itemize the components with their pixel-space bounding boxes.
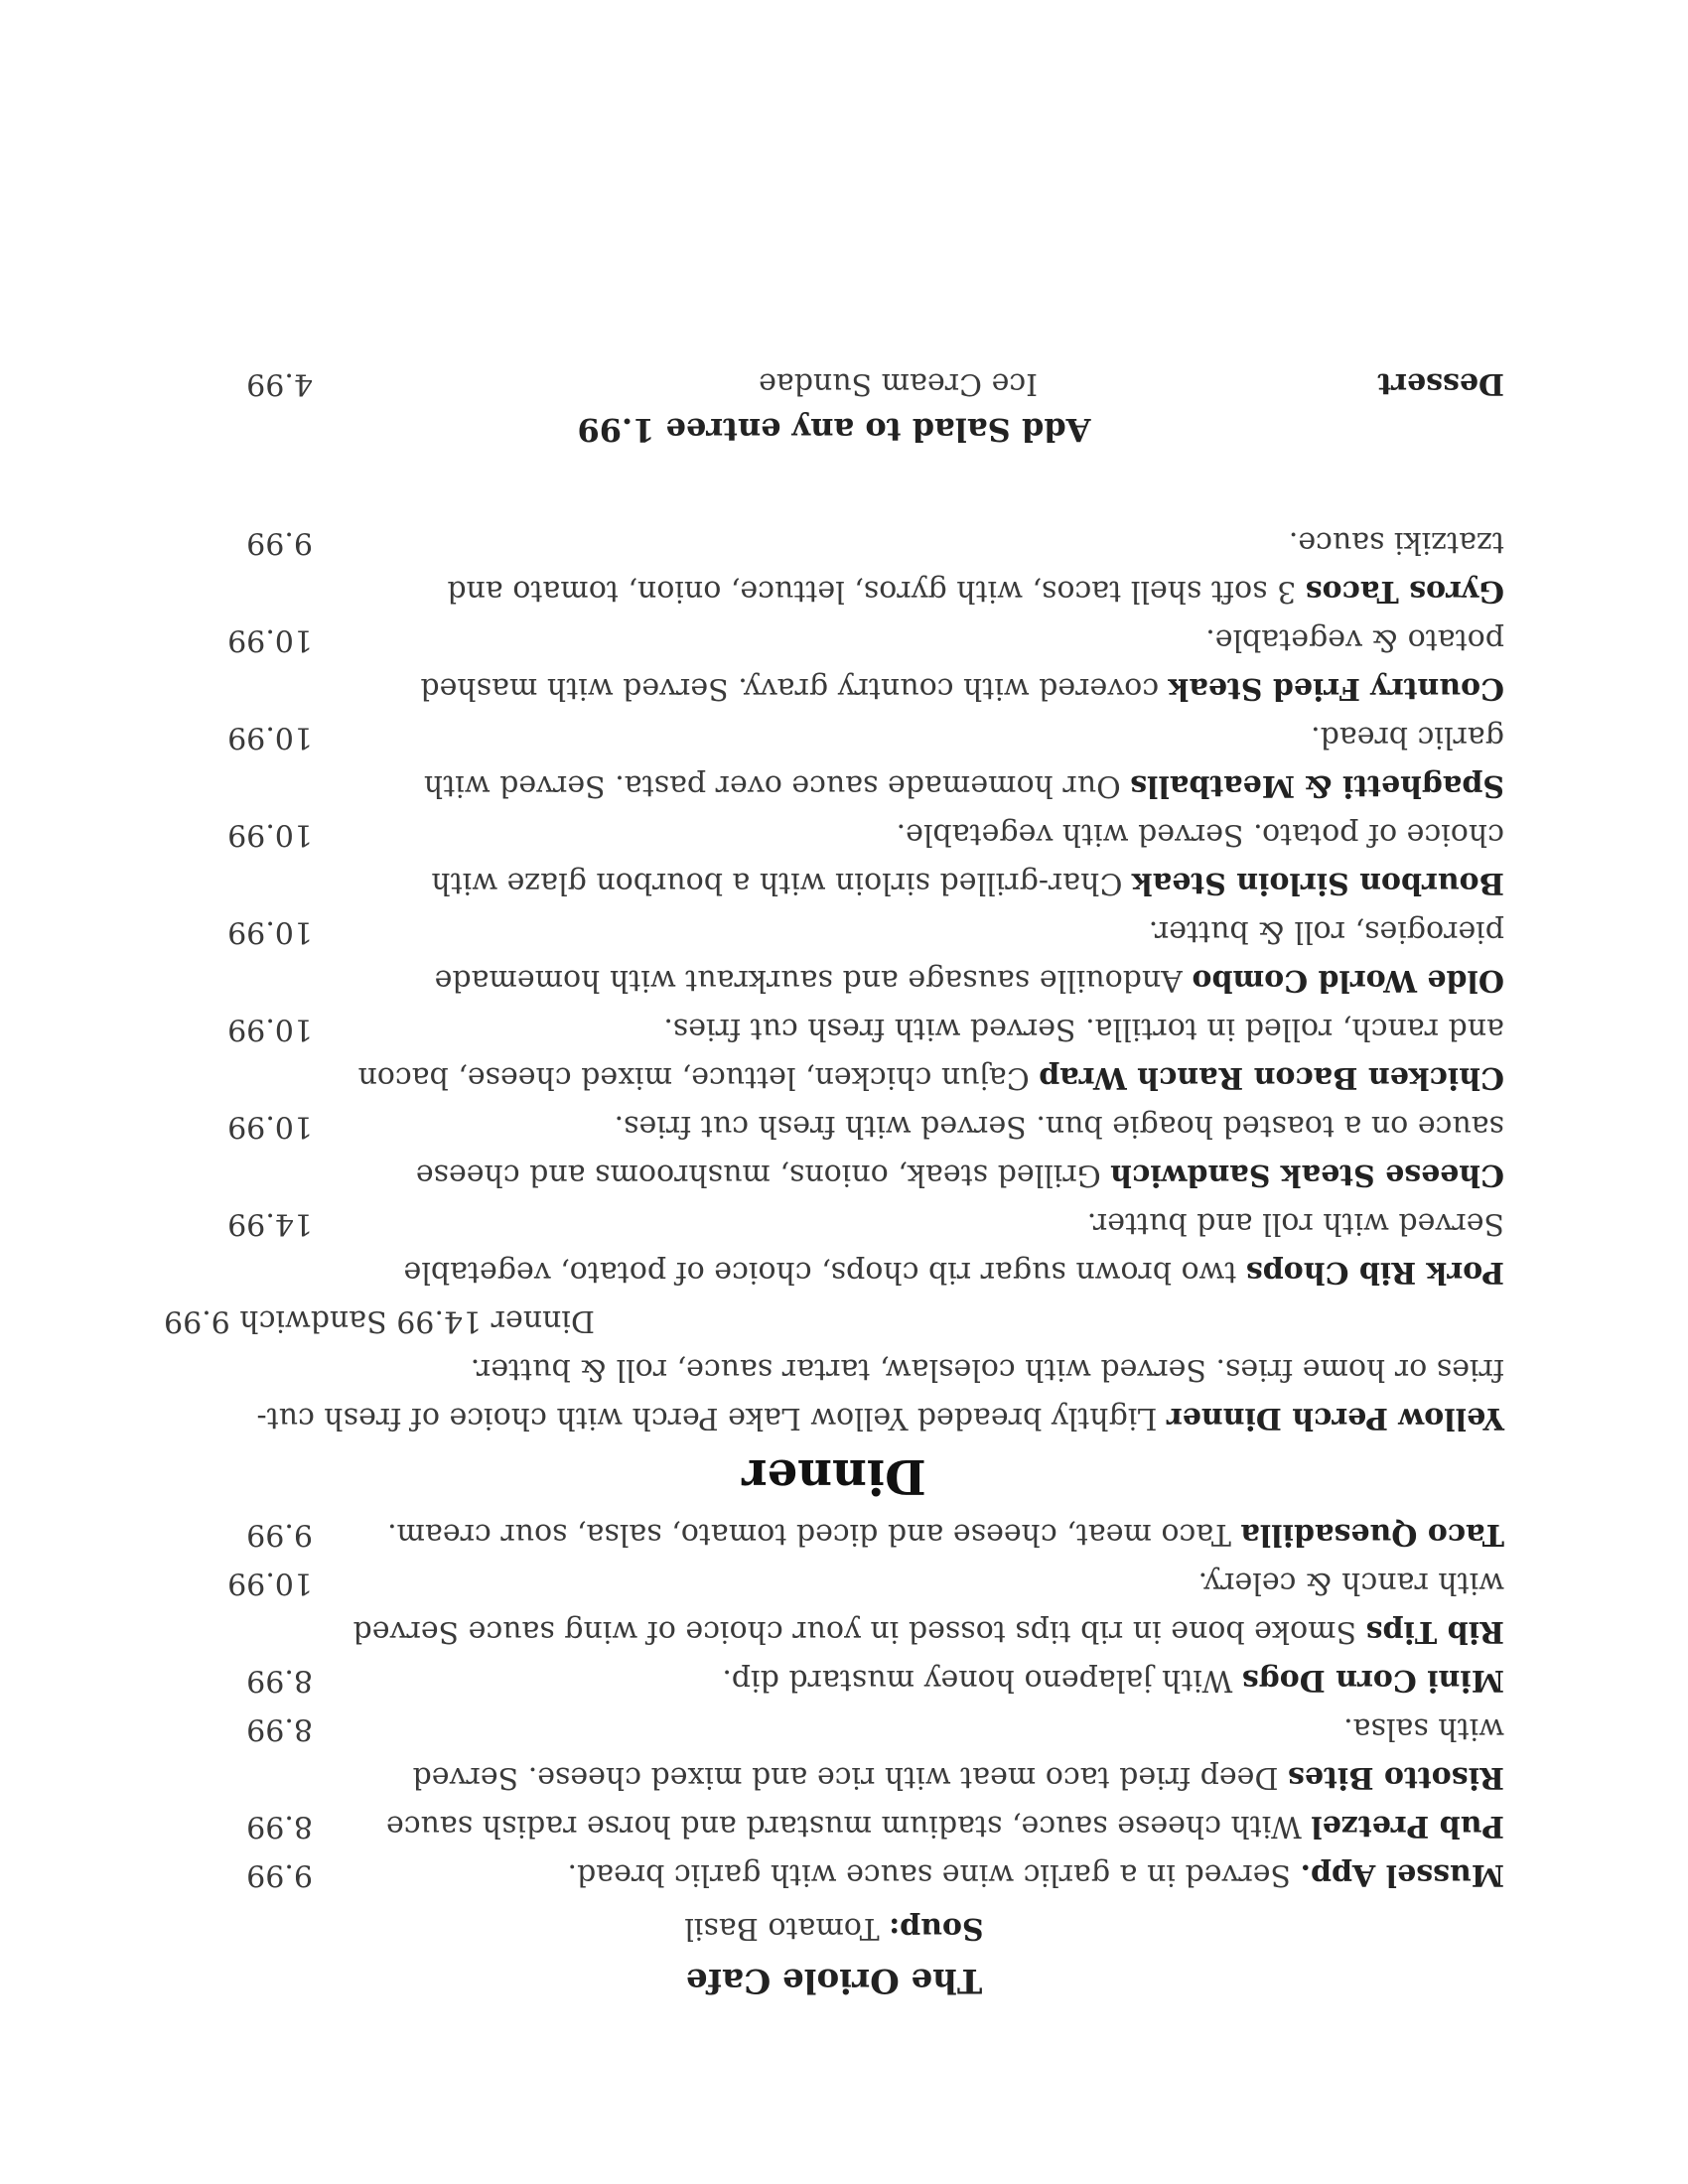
item-price: 10.99 [227,1566,313,1600]
item-desc: two brown sugar rib chops, choice of potato, vegetable Served with roll and butter. [403,1206,1504,1290]
item-price: 8.99 [246,1809,313,1843]
item-price: 9.99 [246,1857,313,1892]
item-name: Mini Corn Dogs [1241,1663,1504,1698]
perch-price-line [164,1297,1504,1345]
item-name: Pub Pretzel [1311,1809,1504,1843]
menu-item-pork-chops [164,1199,1504,1297]
item-desc: Taco meat, cheese and diced tomato, salsa, sour cream. [387,1517,1231,1552]
item-name: Chicken Bacon Ranch Wrap [1039,1060,1504,1095]
item-price: 8.99 [246,1663,313,1698]
item-name: Gyros Tacos [1305,574,1504,609]
item-desc: Deep fried taco meat with rice and mixed cheese. Served with salsa. [412,1711,1504,1795]
menu-item-mussel [164,1850,1504,1899]
menu-item-country-steak [164,615,1504,713]
salad-note: Add Salad to any entree 1.99 [577,411,1091,449]
item-desc: covered with country gravy. Served with mashed potato & vegetable. [420,622,1504,706]
menu-item-cheese-steak [164,1102,1504,1199]
item-price: 9.99 [246,525,313,560]
item-name: Country Fried Steak [1168,671,1504,706]
item-price: 10.99 [227,1109,313,1144]
menu-item-olde-world [164,907,1504,1005]
item-price: 10.99 [227,914,313,949]
soup-value: Tomato Basil [684,1911,880,1946]
soup-label: Soup: [889,1911,984,1946]
menu-item-perch [164,1345,1504,1442]
item-desc: Smoke bone in rib tips tossed in your choice of wing sauce Served with ranch & celery. [352,1566,1504,1649]
item-price: 10.99 [227,817,313,852]
item-name: Risotto Bites [1288,1760,1504,1795]
item-desc: With jalapeno honey mustard dip. [722,1663,1233,1698]
menu-item-spaghetti [164,713,1504,810]
item-desc: Andouille sausage and saurkraut with homemade pierogies, roll & butter. [434,914,1504,998]
item-name: Bourbon Sirloin Steak [1132,866,1504,900]
menu-content [164,351,1504,2000]
item-name: Taco Quesadilla [1240,1517,1504,1552]
item-price: 10.99 [227,1012,313,1046]
item-name: Rib Tips [1365,1614,1504,1649]
menu-item-rib-tips [164,1559,1504,1656]
item-desc: Cajun chicken, lettuce, mixed cheese, bacon and ranch, rolled in tortilla. Served with fresh cut fries. [357,1012,1504,1095]
dessert-price: 4.99 [246,366,313,401]
item-desc: Our homemade sauce over pasta. Served with garlic bread. [423,720,1504,803]
dessert-row [164,351,1504,401]
item-name: Yellow Perch Dinner [1166,1401,1504,1435]
dessert-name: Ice Cream Sundae [759,366,1038,401]
item-price: 8.99 [246,1711,313,1746]
menu-item-quesadilla [164,1510,1504,1559]
item-name: Mussel App. [1300,1857,1504,1892]
item-price: 9.99 [246,1517,313,1552]
item-name: Olde World Combo [1192,963,1504,998]
item-name: Pork Rib Chops [1245,1255,1504,1290]
item-price: 10.99 [227,622,313,657]
perch-prices: Dinner 14.99 Sandwich 9.99 [164,1303,596,1338]
item-desc: Char-grilled sirloin with a bourbon glaze with choice of potato. Served with vegetable. [431,817,1504,900]
item-desc: Lightly breaded Yellow Lake Perch with choice of fresh cut-fries or home fries. Served with coleslaw, tartar sauce, roll & butter. [256,1352,1504,1435]
item-desc: With cheese sauce, stadium mustard and horse radish sauce [386,1809,1302,1843]
menu-item-corn-dogs [164,1656,1504,1705]
menu-item-risotto [164,1705,1504,1802]
dinner-heading: Dinner [742,1448,926,1504]
menu-item-chicken-wrap [164,1005,1504,1102]
menu-item-gyros-tacos [164,518,1504,615]
item-desc: 3 soft shell tacos, with gyros, lettuce, onion, tomato and tzatziki sauce. [447,525,1504,609]
dessert-label: Dessert [1377,366,1504,401]
item-price: 10.99 [227,720,313,754]
item-name: Spaghetti & Meatballs [1130,768,1504,803]
soup-line [164,1911,1504,1946]
menu-item-sirloin [164,810,1504,907]
cafe-title: The Oriole Cafe [685,1961,983,2000]
item-desc: Grilled steak, onions, mushrooms and cheese sauce on a toasted hoagie bun. Served with fresh cut fries. [415,1109,1504,1192]
item-desc: Served in a garlic wine sauce with garlic bread. [567,1857,1292,1892]
item-name: Cheese Steak Sandwich [1110,1158,1504,1192]
menu-item-pretzel [164,1802,1504,1850]
item-price: 14.99 [227,1206,313,1241]
